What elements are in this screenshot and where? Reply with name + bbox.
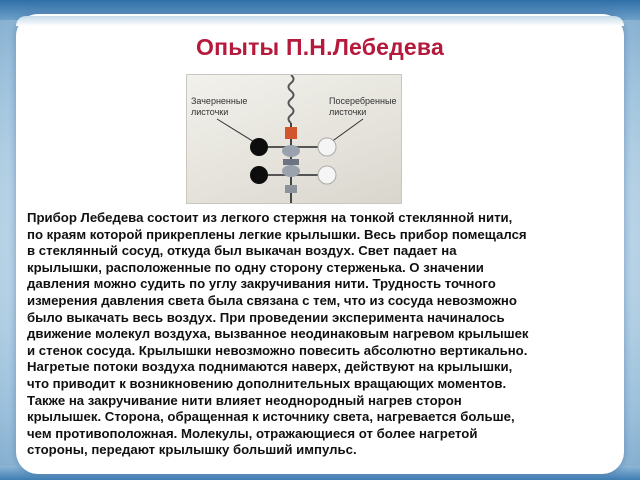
silvered-leaves-label: Посеребренные листочки xyxy=(329,96,397,117)
lebedev-apparatus-photo xyxy=(186,74,402,204)
lebedev-description-paragraph: Прибор Лебедева состоит из легкого стержня на тонкой стеклянной нити, по краям которой прикреплены легкие крылышки. Весь прибор помещался в стеклянный сосуд, откуда был выкачан воздух. Свет падает на крылышки, расположенные по одну сторону стерженька. О значении давления можно судить по углу закручивания нити. Трудность точного измерения давления света была связана с тем, что из сосуда невозможно было выкачать весь воздух. При проведении эксперимента начиналось движение молекул воздуха, вызванное неодинаковым нагревом крылышек и стенок сосуда. Крылышки невозможно повесить абсолютно вертикально. Нагретые потоки воздуха поднимаются наверх, действуют на крылышки, что приводит к возникновению дополнительных вращающих моментов. Также на закручивание нити влияет неоднородный нагрев сторон крылышек. Сторона, обращенная к источнику света, нагревается больше, чем противоположная. Молекулы, отражающиеся от более нагретой стороны, передают крылышку больший импульс. xyxy=(27,210,529,458)
blackened-leaves-label: Зачерненные листочки xyxy=(191,96,248,117)
apparatus-illustration xyxy=(187,75,401,203)
card-header-stripe xyxy=(16,16,624,26)
slide-title: Опыты П.Н.Лебедева xyxy=(196,34,444,60)
